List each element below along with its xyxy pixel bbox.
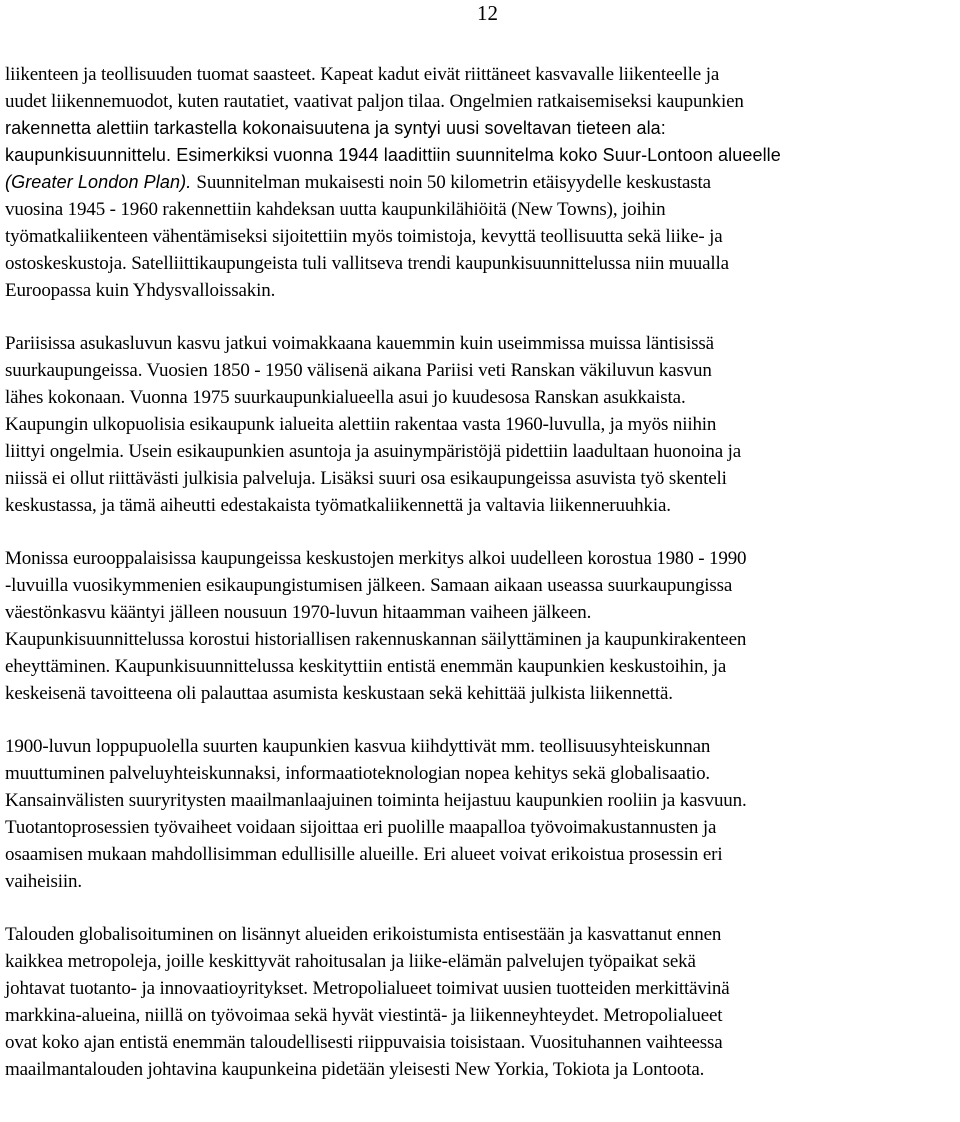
text-line [5,115,960,142]
text-line [5,438,960,465]
text-line [5,653,960,680]
paragraph [5,733,960,895]
text-segment: -luvuilla vuosikymmenien esikaupungistumisen jälkeen. Samaan aikaan useassa suurkaupungissa [5,575,733,596]
text-line [5,975,960,1002]
text-segment: maailmantalouden johtavina kaupunkeina pidetään yleisesti New Yorkia, Tokiota ja Lontoota. [5,1059,705,1080]
paragraph [5,61,960,304]
text-segment: rakennetta alettiin tarkastella kokonaisuutena ja syntyi uusi soveltavan tieteen ala: [5,118,666,138]
text-segment: uudet liikennemuodot, kuten rautatiet, vaativat paljon tilaa. Ongelmien ratkaisemiseksi kaupunkien [5,91,744,112]
page-number: 12 [477,1,498,25]
text-segment: vaiheisiin. [5,871,82,892]
text-segment: Talouden globalisoituminen on lisännyt alueiden erikoistumista entisestään ja kasvattanut ennen [5,924,722,945]
text-line [5,626,960,653]
text-segment: 1900-luvun loppupuolella suurten kaupunkien kasvua kiihdyttivät mm. teollisuusyhteiskunnan [5,736,711,757]
text-segment: väestönkasvu kääntyi jälleen nousuun 1970-luvun hitaamman vaiheen jälkeen. [5,602,592,623]
text-line [5,223,960,250]
text-segment: niissä ei ollut riittävästi julkisia palveluja. Lisäksi suuri osa esikaupungeissa asuvista työ skenteli [5,468,727,489]
body-text [5,61,960,1083]
text-segment: Suunnitelman mukaisesti noin 50 kilometrin etäisyydelle keskustasta [196,172,711,193]
text-segment: johtavat tuotanto- ja innovaatioyritykset. Metropolialueet toimivat uusien tuotteiden merkittävinä [5,978,730,999]
text-segment: ostoskeskustoja. Satelliittikaupungeista tuli vallitseva trendi kaupunkisuunnittelussa niin muualla [5,253,729,274]
text-line [5,465,960,492]
text-line [5,760,960,787]
text-segment: lähes kokonaan. Vuonna 1975 suurkaupunkialueella asui jo kuudesosa Ranskan asukkaista. [5,387,686,408]
text-line [5,384,960,411]
text-segment: Monissa eurooppalaisissa kaupungeissa keskustojen merkitys alkoi uudelleen korostua 1980 - 1990 [5,548,747,569]
text-segment: liikenteen ja teollisuuden tuomat saasteet. Kapeat kadut eivät riittäneet kasvavalle liikenteelle ja [5,64,720,85]
text-line [5,921,960,948]
paragraph [5,921,960,1083]
text-line [5,357,960,384]
text-line [5,142,960,169]
text-segment: Euroopassa kuin Yhdysvalloissakin. [5,280,276,301]
text-line [5,948,960,975]
text-segment: Kaupungin ulkopuolisia esikaupunk ialueita alettiin rakentaa vasta 1960-luvulla, ja myös niihin [5,414,717,435]
text-segment: muuttuminen palveluyhteiskunnaksi, informaatioteknologian nopea kehitys sekä globalisaatio. [5,763,711,784]
text-segment: osaamisen mukaan mahdollisimman edullisille alueille. Eri alueet voivat erikoistua prosessin eri [5,844,723,865]
text-line [5,1002,960,1029]
text-segment: liittyi ongelmia. Usein esikaupunkien asuntoja ja asuinympäristöjä pidettiin laadultaan huonoina ja [5,441,742,462]
text-line [5,88,960,115]
text-line [5,545,960,572]
text-segment: eheyttäminen. Kaupunkisuunnittelussa keskityttiin entistä enemmän kaupunkien keskustoihin, ja [5,656,727,677]
text-line [5,599,960,626]
text-segment: suurkaupungeissa. Vuosien 1850 - 1950 välisenä aikana Pariisi veti Ranskan väkiluvun kasvun [5,360,712,381]
text-segment: vuosina 1945 - 1960 rakennettiin kahdeksan uutta kaupunkilähiöitä (New Towns), joihin [5,199,666,220]
text-line [5,277,960,304]
paragraph [5,545,960,707]
paragraph [5,330,960,519]
text-line [5,411,960,438]
text-segment: markkina-alueina, niillä on työvoimaa sekä hyvät viestintä- ja liikenneyhteydet. Metropolialueet [5,1005,723,1026]
text-line [5,1056,960,1083]
text-line [5,787,960,814]
text-segment: Tuotantoprosessien työvaiheet voidaan sijoittaa eri puolille maapalloa työvoimakustannusten ja [5,817,717,838]
text-line [5,680,960,707]
text-line [5,492,960,519]
text-line [5,61,960,88]
text-line [5,169,960,196]
text-segment: ovat koko ajan entistä enemmän taloudellisesti riippuvaisia toisistaan. Vuosituhannen vaihteessa [5,1032,723,1053]
text-line [5,1029,960,1056]
text-line [5,868,960,895]
text-line [5,841,960,868]
text-line [5,814,960,841]
text-segment: kaikkea metropoleja, joille keskittyvät rahoitusalan ja liike-elämän palvelujen työpaikat sekä [5,951,696,972]
text-line [5,572,960,599]
text-segment: työmatkaliikenteen vähentämiseksi sijoitettiin myös toimistoja, kevyttä teollisuutta sekä liike- ja [5,226,723,247]
text-segment: Kansainvälisten suuryritysten maailmanlaajuinen toiminta heijastuu kaupunkien rooliin ja kasvuun. [5,790,747,811]
text-line [5,330,960,357]
text-segment: Kaupunkisuunnittelussa korostui historiallisen rakennuskannan säilyttäminen ja kaupunkirakenteen [5,629,747,650]
text-segment: Pariisissa asukasluvun kasvu jatkui voimakkaana kauemmin kuin useimmissa muissa läntisissä [5,333,714,354]
text-line [5,250,960,277]
text-segment: kaupunkisuunnittelu. Esimerkiksi vuonna 1944 laadittiin suunnitelma koko Suur-Lontoon alueelle [5,145,781,165]
text-segment: keskeisenä tavoitteena oli palauttaa asumista keskustaan sekä kehittää julkista liikennettä. [5,683,673,704]
text-line [5,196,960,223]
text-segment: keskustassa, ja tämä aiheutti edestakaista työmatkaliikennettä ja valtavia liikenneruuhkia. [5,495,671,516]
italic-title-text: (Greater London Plan). [5,172,197,192]
text-line [5,733,960,760]
